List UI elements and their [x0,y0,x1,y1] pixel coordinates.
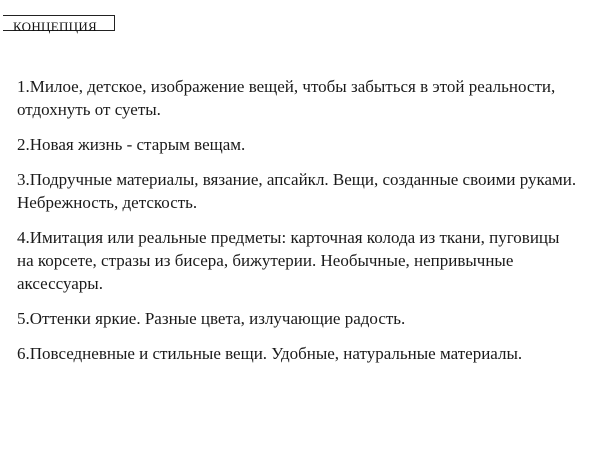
concept-item-6: 6.Повседневные и стильные вещи. Удобные, натуральные материалы. [17,344,523,363]
page-heading: КОНЦЕПЦИЯ [13,19,97,34]
concept-item-4: 4.Имитация или реальные предметы: карточная колода из ткани, пуговицы на корсете, стразы из бисера, бижутерии. Необычные, непривычные аксессуары. [17,228,560,293]
concept-item-5: 5.Оттенки яркие. Разные цвета, излучающие радость. [17,309,406,328]
concept-item-3: 3.Подручные материалы, вязание, апсайкл. Вещи, созданные своими руками. Небрежность, детскость. [17,170,577,212]
concept-item-1: 1.Милое, детское, изображение вещей, чтобы забыться в этой реальности, отдохнуть от суеты. [17,77,556,119]
concept-item-2: 2.Новая жизнь - старым вещам. [17,135,246,154]
concept-list [17,75,577,377]
